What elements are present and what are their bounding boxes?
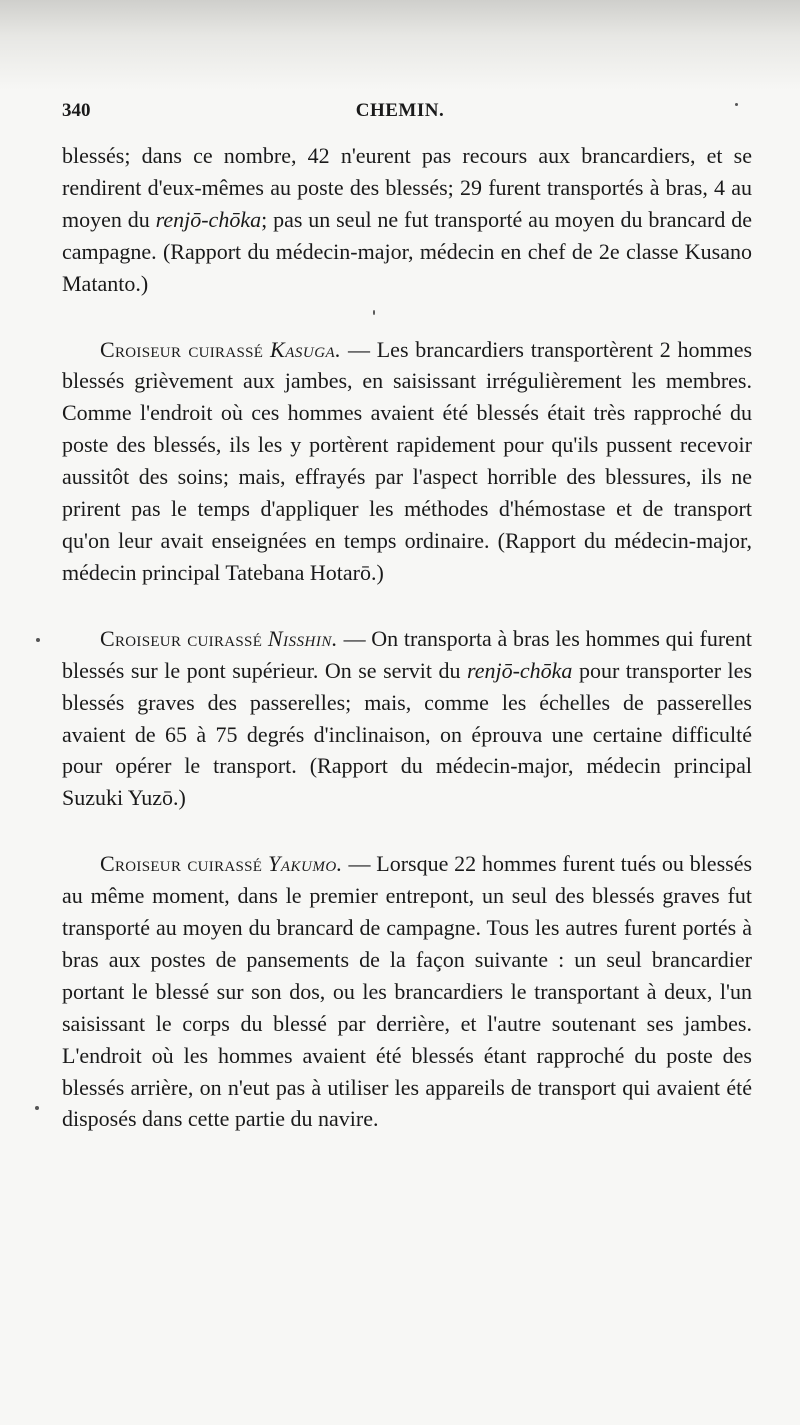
paragraph-continuation [62,140,752,300]
ink-speck [735,103,738,106]
ink-speck [35,1106,39,1110]
page-top-shadow [0,0,800,90]
page-header [62,100,738,130]
running-title: CHEMIN. [355,100,445,121]
paragraph-text: blessés; dans ce nombre, 42 n'eurent pas recours aux brancardiers, et se rendirent d'eux-mêmes au poste des blessés; 29 furent transportés à bras, 4 au moyen du [62,143,752,232]
ship-name: Nisshin. [267,625,338,651]
paragraph-nisshin [62,623,752,814]
ink-speck [36,638,40,642]
ship-type: Croiseur cuirassé [100,336,264,362]
italic-term: renjō-chōka [155,206,262,232]
paragraph-yakumo [62,848,752,1135]
paragraph-text: — Lorsque 22 hommes furent tués ou blessés au même moment, dans le premier entrepont, un seul des blessés graves fut transporté au moyen du brancard de campagne. Tous les autres furent portés à bras aux postes de pansements de la façon suivante : un seul brancardier portant le blessé sur son dos, ou les brancardiers le transportant à deux, l'un saisissant le corps du blessé par derrière, et l'autre soutenant ses jambes. L'endroit où les hommes avaient été blessés étant rapproché du poste des blessés arrière, on n'eut pas à utiliser les appareils de transport qui avaient été disposés dans cette partie du navire. [62,851,753,1132]
italic-term: renjō-chōka [466,657,573,683]
ship-type: Croiseur cuirassé [100,625,263,651]
ship-name: Yakumo. [268,851,343,877]
ship-type: Croiseur cuirassé [100,851,263,877]
page-number: 340 [62,100,91,121]
paragraph-text: pour transporter les blessés graves des passerelles; mais, comme les échelles de passerelles avaient de 65 à 75 degrés d'inclinaison, on éprouva une certaine difficulté pour opérer le transport. (Rapport du médecin-major, médecin principal Suzuki Yuzō.) [62,657,753,811]
paragraph-text: ; pas un seul ne fut transporté au moyen du brancard de campagne. (Rapport du médecin-major, médecin en chef de 2e classe Kusano Matanto.) [62,206,752,296]
paragraph-text: — Les brancardiers transportèrent 2 hommes blessés grièvement aux jambes, en saisissant irrégulièrement les membres. Comme l'endroit où ces hommes avaient été blessés était très rapproché du poste des blessés, ils les y portèrent rapidement pour qu'ils pussent recevoir aussitôt des soins; mais, effrayés par l'aspect horrible des blessures, ils ne prirent pas le temps d'appliquer les méthodes d'hémostase et de transport qu'on leur avait enseignées en temps ordinaire. (Rapport du médecin-major, médecin principal Tatebana Hotarō.) [62,336,753,585]
ink-speck [373,310,375,315]
body-text [62,140,752,1135]
paragraph-text: — On transporta à bras les hommes qui furent blessés sur le pont supérieur. On se servit du [62,625,753,683]
ship-name: Kasuga. [270,336,342,362]
paragraph-kasuga [62,334,752,589]
